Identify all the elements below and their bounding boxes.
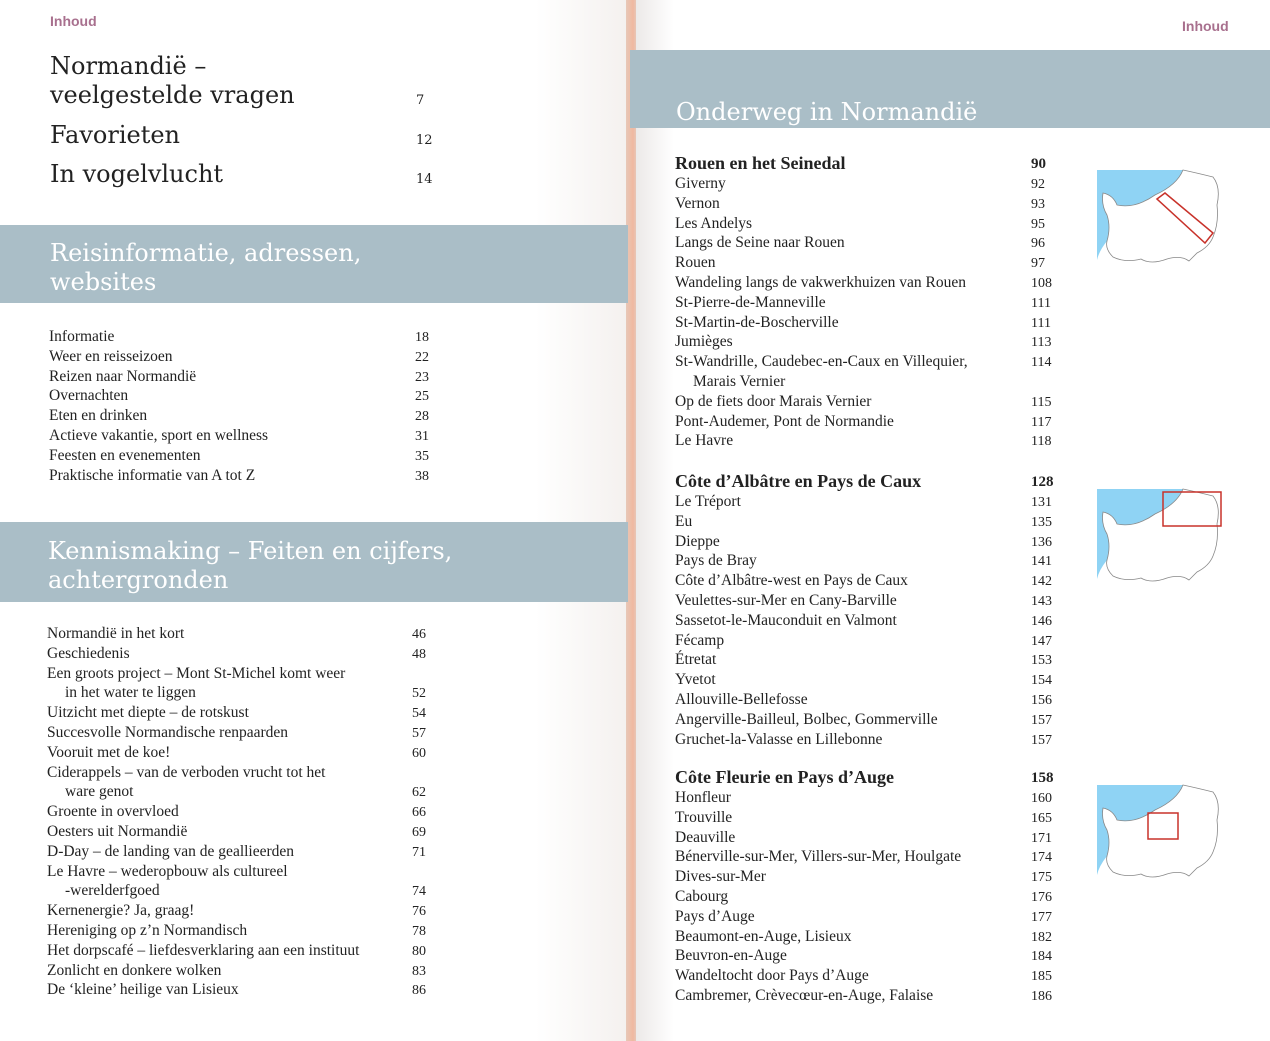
- entry-title: St-Pierre-de-Manneville: [675, 293, 826, 311]
- page-number: 185: [1031, 969, 1052, 985]
- entry-title: Feesten en evenementen: [49, 446, 201, 464]
- entry-title: Sassetot-le-Mauconduit en Valmont: [675, 611, 897, 629]
- page-number: 175: [1031, 870, 1052, 886]
- toc-entry[interactable]: [675, 966, 1057, 986]
- page-number: 111: [1031, 295, 1051, 311]
- page-number: 76: [412, 904, 426, 920]
- entry-title: Yvetot: [675, 671, 716, 689]
- section-band-reisinformatie: [0, 225, 628, 303]
- entry-title: D-Day – de landing van de geallieerden: [47, 842, 295, 860]
- entry-title: Honfleur: [675, 789, 731, 806]
- page-number: 12: [416, 133, 433, 148]
- toc-entry[interactable]: [675, 927, 1057, 947]
- page-number: 128: [1031, 474, 1054, 490]
- entry-title: Normandië in het kort: [47, 625, 185, 642]
- entry-title: Côte Fleurie en Pays d’Auge: [675, 767, 894, 787]
- page-number: 141: [1031, 554, 1052, 570]
- page-number: 117: [1031, 414, 1052, 430]
- page-number: 22: [415, 349, 429, 365]
- page-number: 176: [1031, 889, 1052, 905]
- entry-title: Trouville: [675, 808, 733, 826]
- toc-entry[interactable]: [675, 412, 1057, 432]
- page-number: 113: [1031, 335, 1052, 351]
- page-number: 14: [416, 172, 433, 187]
- toc-entry[interactable]: [675, 233, 1057, 253]
- toc-entry[interactable]: [47, 802, 432, 822]
- entry-title: Giverny: [675, 175, 726, 192]
- page-number: 177: [1031, 909, 1052, 925]
- entry-title: Cambremer, Crèvecœur-en-Auge, Falaise: [675, 986, 934, 1004]
- intro-entry[interactable]: [50, 121, 180, 150]
- toc-entry[interactable]: [47, 842, 432, 862]
- normandy-outline: [1097, 785, 1218, 877]
- toc-entry[interactable]: [675, 273, 1057, 293]
- entry-title: Eu: [675, 512, 693, 530]
- toc-entry[interactable]: [675, 293, 1057, 313]
- running-head-left: Inhoud: [50, 13, 97, 29]
- toc-entry[interactable]: [675, 392, 1057, 412]
- toc-entry[interactable]: [49, 466, 434, 486]
- entry-title: Le Tréport: [675, 493, 741, 510]
- toc-entry[interactable]: [47, 961, 432, 981]
- entry-title: Actieve vakantie, sport en wellness: [49, 426, 269, 444]
- entry-title: Kernenergie? Ja, graag!: [47, 902, 195, 920]
- toc-region-albatre: [675, 470, 1057, 749]
- page-number: 115: [1031, 394, 1052, 410]
- entry-title: Beuvron-en-Auge: [675, 947, 787, 965]
- entry-title: Hereniging op z’n Normandisch: [47, 921, 248, 939]
- toc-entry[interactable]: [49, 367, 434, 387]
- page-number: 60: [412, 745, 426, 761]
- toc-entry[interactable]: [47, 980, 432, 1000]
- entry-title: Marais Vernier: [693, 372, 786, 390]
- page-number: 71: [412, 844, 426, 860]
- entry-title: De ‘kleine’ heilige van Lisieux: [47, 981, 239, 999]
- region-heading[interactable]: [675, 470, 1057, 492]
- entry-title: in het water te liggen: [65, 684, 196, 702]
- page-number: 54: [412, 706, 426, 722]
- toc-entry[interactable]: [47, 743, 432, 763]
- section-title: Reisinformatie, adressen,: [50, 239, 362, 267]
- page-number: 160: [1031, 791, 1052, 806]
- region-map-rouen: [1085, 165, 1225, 275]
- entry-title: Le Havre: [675, 432, 734, 450]
- toc-entry[interactable]: [675, 670, 1057, 690]
- entry-title: Deauville: [675, 828, 736, 846]
- page-number: 62: [412, 785, 426, 801]
- toc-entry[interactable]: [675, 492, 1057, 512]
- toc-entry[interactable]: [47, 683, 432, 703]
- toc-entry[interactable]: [675, 512, 1057, 532]
- intro-title-line: Favorieten: [50, 121, 180, 149]
- toc-entry[interactable]: [675, 986, 1057, 1006]
- entry-title: Op de fiets door Marais Vernier: [675, 392, 872, 410]
- toc-entry[interactable]: [675, 710, 1057, 730]
- normandy-outline: [1097, 489, 1218, 581]
- page-number: 96: [1031, 236, 1045, 252]
- toc-entry[interactable]: [675, 194, 1057, 214]
- page-number: 86: [412, 983, 426, 999]
- toc-entry[interactable]: [47, 822, 432, 842]
- page-number: 66: [412, 805, 426, 821]
- toc-entry[interactable]: [47, 664, 432, 684]
- entry-title: Reizen naar Normandië: [49, 367, 197, 385]
- entry-title: Dives-sur-Mer: [675, 868, 766, 886]
- entry-title: Jumièges: [675, 333, 733, 351]
- entry-title: Pont-Audemer, Pont de Normandie: [675, 412, 894, 430]
- entry-title: Les Andelys: [675, 214, 753, 232]
- intro-entry[interactable]: [50, 52, 295, 110]
- page-number: 28: [415, 409, 429, 425]
- entry-title: Geschiedenis: [47, 644, 130, 662]
- page-number: 184: [1031, 949, 1052, 965]
- section-title: achtergronden: [48, 566, 229, 594]
- toc-entry[interactable]: [675, 907, 1057, 927]
- toc-entry[interactable]: [675, 690, 1057, 710]
- page-number: 165: [1031, 810, 1052, 826]
- page-number: 23: [415, 369, 429, 385]
- entry-title: Veulettes-sur-Mer en Cany-Barville: [675, 591, 897, 609]
- entry-title: Pays de Bray: [675, 552, 757, 570]
- page-number: 118: [1031, 434, 1052, 450]
- page-number: 18: [415, 330, 429, 345]
- page-number: 95: [1031, 216, 1045, 232]
- entry-title: Eten en drinken: [49, 407, 148, 425]
- page-number: 69: [412, 824, 426, 840]
- page-number: 153: [1031, 653, 1052, 669]
- toc-entry[interactable]: [49, 327, 434, 347]
- toc-entry[interactable]: [675, 352, 1057, 372]
- toc-entry[interactable]: [675, 253, 1057, 273]
- entry-title: Gruchet-la-Valasse en Lillebonne: [675, 730, 883, 748]
- page-number: 156: [1031, 692, 1052, 708]
- region-map-albatre: [1085, 484, 1225, 594]
- toc-entry[interactable]: [675, 788, 1057, 808]
- intro-title-line: veelgestelde vragen: [50, 81, 295, 109]
- page-number: 74: [412, 884, 426, 900]
- page-number: 57: [412, 725, 426, 741]
- entry-title: Fécamp: [675, 631, 725, 649]
- toc-list-kennismaking: [47, 624, 432, 1000]
- toc-entry[interactable]: [675, 431, 1057, 451]
- toc-entry[interactable]: [47, 703, 432, 723]
- page-number: 90: [1031, 156, 1046, 172]
- page-number: 146: [1031, 613, 1052, 629]
- page-number: 80: [412, 943, 426, 959]
- entry-title: Rouen en het Seinedal: [675, 153, 846, 173]
- intro-title-line: Normandië –: [50, 52, 207, 80]
- entry-title: Rouen: [675, 254, 716, 272]
- section-band-kennismaking: [0, 522, 628, 602]
- page-number: 97: [1031, 256, 1045, 272]
- page-number: 186: [1031, 988, 1052, 1004]
- entry-title: Wandeltocht door Pays d’Auge: [675, 967, 869, 985]
- entry-title: Angerville-Bailleul, Bolbec, Gommerville: [675, 710, 938, 728]
- toc-entry[interactable]: [675, 867, 1057, 887]
- entry-title: Overnachten: [49, 387, 129, 405]
- page-number: 131: [1031, 495, 1052, 510]
- toc-list-reisinformatie: [49, 327, 434, 485]
- entry-title: Le Havre – wederopbouw als cultureel: [47, 862, 288, 880]
- toc-entry[interactable]: [675, 313, 1057, 333]
- toc-entry[interactable]: [49, 386, 434, 406]
- entry-title: Vooruit met de koe!: [47, 743, 171, 761]
- page-number: 7: [416, 93, 425, 108]
- page-number: 136: [1031, 534, 1052, 550]
- entry-title: Langs de Seine naar Rouen: [675, 234, 845, 252]
- page-number: 35: [415, 448, 429, 464]
- toc-entry[interactable]: [47, 901, 432, 921]
- page-number: 143: [1031, 593, 1052, 609]
- page-number: 25: [415, 389, 429, 405]
- entry-title: Dieppe: [675, 532, 720, 550]
- entry-title: Vernon: [675, 194, 720, 212]
- intro-title-line: In vogelvlucht: [50, 160, 224, 188]
- section-title: Onderweg in Normandië: [676, 98, 978, 126]
- entry-title: Praktische informatie van A tot Z: [49, 466, 256, 484]
- toc-entry[interactable]: [675, 214, 1057, 234]
- region-heading[interactable]: [675, 766, 1057, 788]
- entry-title: St-Martin-de-Boscherville: [675, 313, 839, 331]
- entry-title: Oesters uit Normandië: [47, 822, 188, 840]
- toc-entry[interactable]: [675, 611, 1057, 631]
- entry-title: Een groots project – Mont St-Michel komt weer: [47, 664, 346, 682]
- toc-entry[interactable]: [675, 650, 1057, 670]
- toc-entry[interactable]: [675, 730, 1057, 750]
- page-number: 142: [1031, 574, 1052, 590]
- toc-region-fleurie: [675, 766, 1057, 1006]
- toc-entry[interactable]: [675, 372, 1057, 392]
- page-number: 174: [1031, 850, 1052, 866]
- section-title: websites: [50, 268, 157, 296]
- page-number: 171: [1031, 830, 1052, 846]
- toc-entry[interactable]: [49, 446, 434, 466]
- page-number: 108: [1031, 275, 1052, 291]
- page-number: 48: [412, 646, 426, 662]
- toc-region-rouen: [675, 152, 1057, 451]
- page-number: 182: [1031, 929, 1052, 945]
- toc-entry[interactable]: [675, 946, 1057, 966]
- page-number: 157: [1031, 712, 1052, 728]
- page-number: 52: [412, 686, 426, 702]
- section-title: Kennismaking – Feiten en cijfers,: [48, 537, 453, 565]
- entry-title: Groente in overvloed: [47, 803, 179, 821]
- entry-title: Succesvolle Normandische renpaarden: [47, 723, 289, 741]
- entry-title: Côte d’Albâtre en Pays de Caux: [675, 471, 922, 491]
- normandy-outline: [1097, 170, 1218, 262]
- entry-title: Bénerville-sur-Mer, Villers-sur-Mer, Houlgate: [675, 848, 962, 866]
- page-number: 93: [1031, 196, 1045, 212]
- entry-title: Ciderappels – van de verboden vrucht tot het: [47, 763, 326, 781]
- running-head-right: Inhoud: [1182, 18, 1229, 34]
- entry-title: Cabourg: [675, 887, 729, 905]
- entry-title: Pays d’Auge: [675, 907, 755, 925]
- page-number: 147: [1031, 633, 1052, 649]
- toc-entry[interactable]: [675, 808, 1057, 828]
- page-number: 135: [1031, 514, 1052, 530]
- entry-title: ware genot: [65, 783, 134, 801]
- page-number: 38: [415, 468, 429, 484]
- toc-entry[interactable]: [47, 881, 432, 901]
- toc-entry[interactable]: [47, 624, 432, 644]
- toc-entry[interactable]: [675, 571, 1057, 591]
- page-number: 154: [1031, 673, 1052, 689]
- toc-entry[interactable]: [47, 941, 432, 961]
- entry-title: -werelderfgoed: [65, 882, 160, 900]
- entry-title: St-Wandrille, Caudebec-en-Caux en Villequier,: [675, 353, 968, 371]
- toc-entry[interactable]: [49, 406, 434, 426]
- toc-entry[interactable]: [675, 551, 1057, 571]
- toc-entry[interactable]: [47, 723, 432, 743]
- toc-entry[interactable]: [675, 847, 1057, 867]
- toc-entry[interactable]: [47, 763, 432, 783]
- entry-title: Weer en reisseizoen: [49, 347, 173, 365]
- entry-title: Wandeling langs de vakwerkhuizen van Rouen: [675, 273, 967, 291]
- toc-entry[interactable]: [675, 631, 1057, 651]
- toc-entry[interactable]: [47, 862, 432, 882]
- section-band-onderweg: [630, 50, 1270, 128]
- page-number: 31: [415, 428, 429, 444]
- toc-entry[interactable]: [675, 887, 1057, 907]
- page-number: 78: [412, 923, 426, 939]
- page-number: 92: [1031, 177, 1045, 192]
- region-heading[interactable]: [675, 152, 1057, 174]
- page-number: 83: [412, 963, 426, 979]
- intro-entry[interactable]: [50, 160, 223, 189]
- entry-title: Het dorpscafé – liefdesverklaring aan een instituut: [47, 941, 360, 959]
- entry-title: Informatie: [49, 328, 115, 345]
- toc-entry[interactable]: [49, 347, 434, 367]
- toc-entry[interactable]: [675, 332, 1057, 352]
- toc-entry[interactable]: [49, 426, 434, 446]
- entry-title: Étretat: [675, 651, 717, 669]
- page-number: 158: [1031, 770, 1054, 786]
- page-number: 46: [412, 627, 426, 642]
- page-number: 111: [1031, 315, 1051, 331]
- page-number: 157: [1031, 732, 1052, 748]
- entry-title: Zonlicht en donkere wolken: [47, 961, 222, 979]
- toc-entry[interactable]: [675, 532, 1057, 552]
- region-map-fleurie: [1085, 780, 1225, 890]
- page-number: 114: [1031, 355, 1052, 371]
- entry-title: Côte d’Albâtre-west en Pays de Caux: [675, 572, 908, 590]
- toc-entry[interactable]: [47, 921, 432, 941]
- entry-title: Allouville-Bellefosse: [675, 690, 808, 708]
- toc-entry[interactable]: [47, 782, 432, 802]
- toc-entry[interactable]: [675, 591, 1057, 611]
- toc-entry[interactable]: [675, 828, 1057, 848]
- toc-entry[interactable]: [675, 174, 1057, 194]
- toc-entry[interactable]: [47, 644, 432, 664]
- entry-title: Uitzicht met diepte – de rotskust: [47, 704, 249, 722]
- entry-title: Beaumont-en-Auge, Lisieux: [675, 927, 852, 945]
